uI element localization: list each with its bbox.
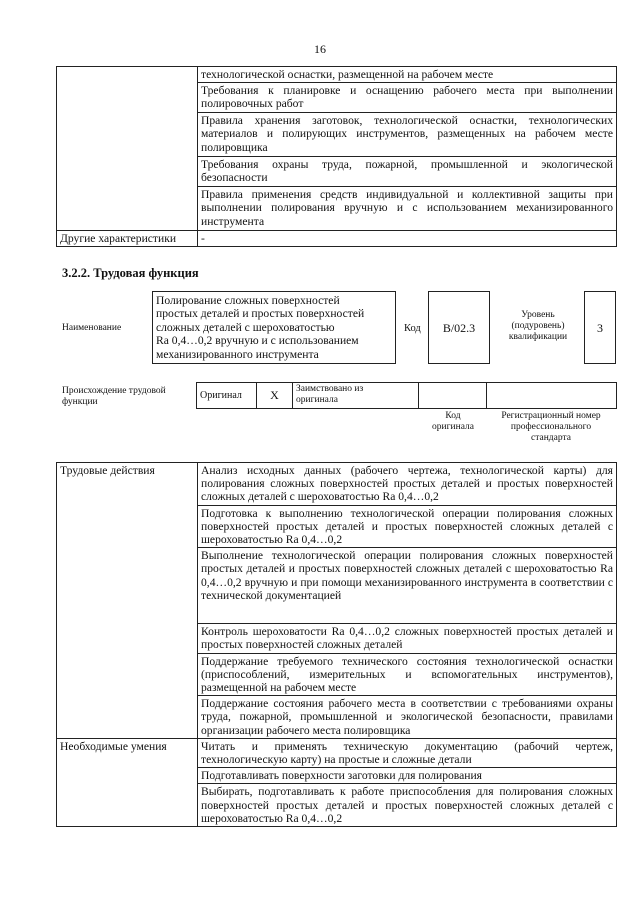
table-row: Правила применения средств индивидуальной и коллективной защиты при выполнении полирования вручную и с использованием механизированного инструмента (198, 187, 617, 231)
function-code: B/02.3 (442, 321, 476, 335)
labor-action-item: Поддержание требуемого технического состояния технологической оснастки (приспособлений, измерительных и вспомогательных инструментов), размещенной на рабочем месте (198, 653, 617, 696)
registration-number-cell (487, 383, 617, 409)
function-name-line: Полирование сложных поверхностей (156, 294, 340, 307)
function-code-box (428, 291, 490, 364)
labor-action-item: Подготовка к выполнению технологической операции полирования сложных поверхностей простых деталей и простых поверхностей сложных деталей с шероховатостью Ra 0,4…0,2 (198, 505, 617, 548)
function-name-line: Ra 0,4…0,2 вручную и с использованием (156, 334, 359, 348)
qualification-level-label: Уровень (подуровень) квалификации (508, 310, 568, 342)
skills-label: Необходимые умения (57, 738, 198, 826)
labor-action-item: Поддержание состояния рабочего места в соответствии с требованиями охраны труда, пожарной, промышленной и экологической безопасности, правилами организации рабочего места полировщика (198, 696, 617, 739)
table-row: технологической оснастки, размещенной на рабочем месте (198, 67, 617, 83)
borrowed-label: Заимствовано из оригинала (293, 383, 419, 409)
other-characteristics-label: Другие характеристики (57, 231, 198, 247)
origin-table (196, 382, 617, 409)
qualification-level-box (584, 291, 616, 364)
name-label: Наименование (62, 323, 122, 333)
labor-actions-label: Трудовые действия (57, 463, 198, 739)
skill-item: Читать и применять техническую документацию (рабочий чертеж, технологическую карту) на простые и сложные детали (198, 738, 617, 767)
top-characteristics-table (56, 66, 617, 247)
table-row: Требования охраны труда, пожарной, промышленной и экологической безопасности (198, 157, 617, 187)
original-code-caption: Код оригинала (432, 411, 474, 432)
original-mark: X (257, 383, 293, 409)
skill-item: Выбирать, подготавливать к работе приспособления для полирования сложных поверхностей простых деталей и простых поверхностей сложных деталей с шероховатостью Ra 0,4…0,2 (198, 784, 617, 827)
labor-action-item: Анализ исходных данных (рабочего чертежа, технологической карты) для полирования сложных поверхностей простых деталей и простых поверхностей сложных деталей с шероховатостью Ra 0,4…0,2 (198, 463, 617, 506)
original-code-cell (419, 383, 487, 409)
labor-action-item: Выполнение технологической операции полирования сложных поверхностей простых деталей и простых поверхностей сложных деталей с шероховатостью Ra 0,4…0,2 вручную и при помощи механизированного инструмента в соответствии с технической документацией (198, 548, 617, 624)
origin-label: Происхождение трудовой функции (62, 386, 166, 407)
labor-actions-table (56, 462, 617, 827)
table-row: Правила хранения заготовок, технологической оснастки, технологических материалов и полирующих инструментов, размещенных на рабочем месте полировщика (198, 113, 617, 157)
function-name-box (152, 291, 396, 364)
function-name-line: механизированного инструмента (156, 347, 319, 361)
registration-number-caption: Регистрационный номер профессионального стандарта (501, 411, 601, 443)
section-title: 3.2.2. Трудовая функция (62, 266, 199, 280)
labor-action-item: Контроль шероховатости Ra 0,4…0,2 сложных поверхностей простых деталей и простых поверхностей сложных деталей (198, 624, 617, 653)
function-name-line: сложных деталей с шероховатостью (156, 320, 335, 334)
skill-item: Подготавливать поверхности заготовки для полирования (198, 768, 617, 784)
blank-label-cell (57, 67, 198, 231)
qualification-level: 3 (597, 321, 603, 335)
function-name-line: простых деталей и простых поверхностей (156, 307, 365, 321)
original-label: Оригинал (197, 383, 257, 409)
code-label: Код (404, 323, 421, 334)
page-number: 16 (314, 42, 326, 56)
table-row: Требования к планировке и оснащению рабочего места при выполнении полировочных работ (198, 83, 617, 113)
other-characteristics-value: - (198, 231, 617, 247)
